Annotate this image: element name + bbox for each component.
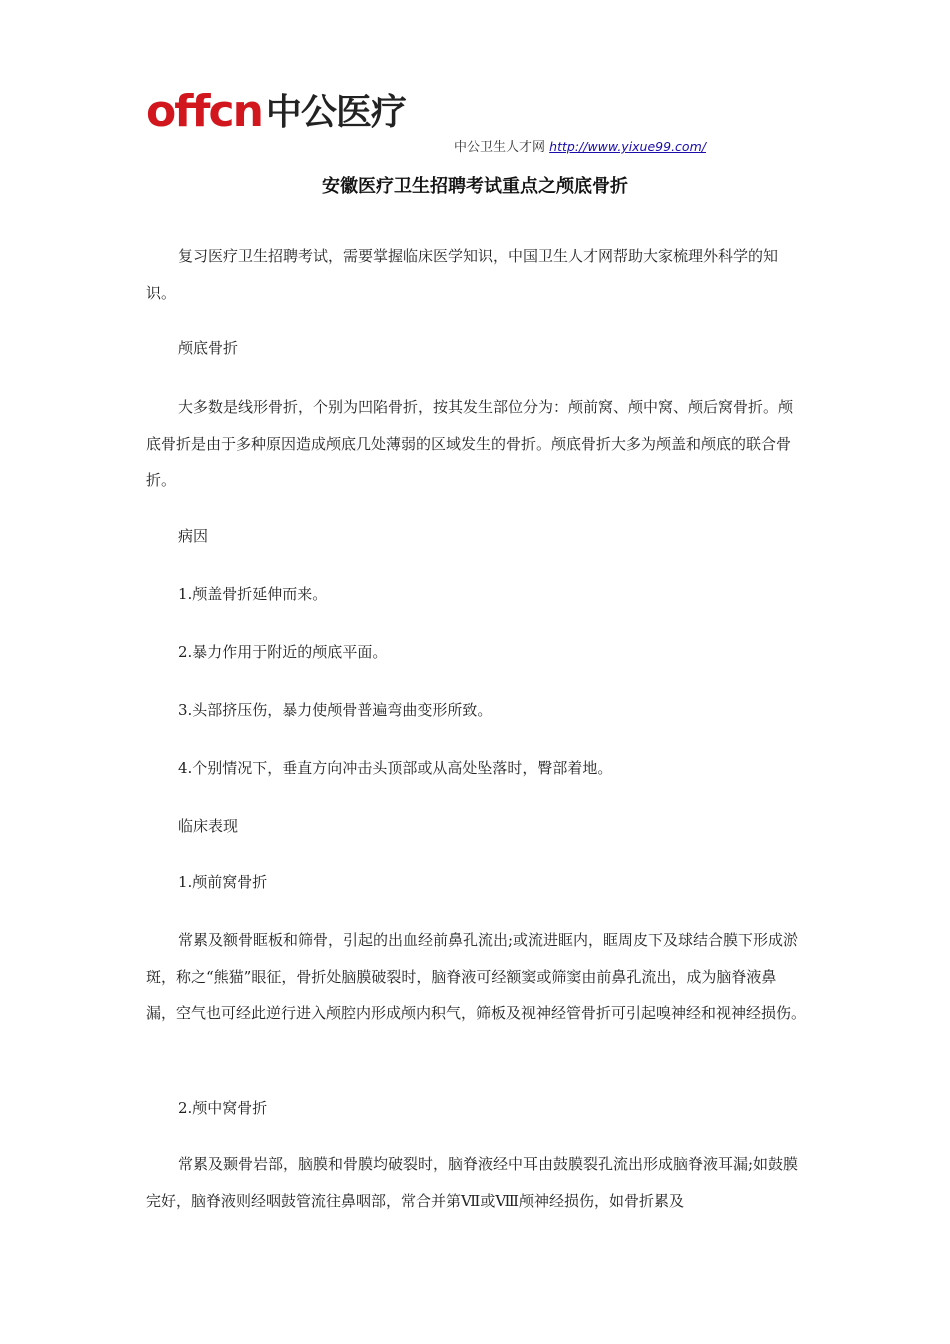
logo-text-cn: 中公医疗 — [265, 92, 406, 133]
paragraph-anterior-fossa: 常累及额骨眶板和筛骨，引起的出血经前鼻孔流出;或流进眶内，眶周皮下及球结合膜下形成淤斑，称之“熊猫”眼征，骨折处脑膜破裂时，脑脊液可经额窦或筛窦由前鼻孔流出，成为脑脊液鼻漏，空气也可经此逆行进入颅腔内形成颅内积气，筛板及视神经管骨折可引起嗅神经和视神经损伤。 — [146, 931, 807, 1022]
site-label: 中公卫生人才网 — [454, 140, 546, 155]
paragraph-middle-fossa: 常累及颞骨岩部，脑膜和骨膜均破裂时，脑脊液经中耳由鼓膜裂孔流出形成脑脊液耳漏;如鼓膜完好，脑脊液则经咽鼓管流往鼻咽部，常合并第Ⅶ或Ⅷ颅神经损伤，如骨折累及 — [146, 1155, 799, 1210]
subheading-middle-fossa: 2.颅中窝骨折 — [178, 1099, 268, 1117]
list-item-etiology-2: 2.暴力作用于附近的颅底平面。 — [178, 643, 388, 661]
heading-skull-base-fracture: 颅底骨折 — [178, 339, 239, 357]
offcn-logo — [146, 86, 406, 137]
article-title: 安徽医疗卫生招聘考试重点之颅底骨折 — [322, 176, 628, 197]
heading-clinical-manifestations: 临床表现 — [178, 817, 239, 835]
list-item-etiology-4: 4.个别情况下，垂直方向冲击头顶部或从高处坠落时，臀部着地。 — [178, 759, 613, 777]
paragraph-overview: 大多数是线形骨折，个别为凹陷骨折，按其发生部位分为：颅前窝、颅中窝、颅后窝骨折。颅底骨折是由于多种原因造成颅底几处薄弱的区域发生的骨折。颅底骨折大多为颅盖和颅底的联合骨折。 — [146, 398, 794, 489]
logo-text-en: offcn — [146, 86, 262, 137]
subheading-anterior-fossa: 1.颅前窝骨折 — [178, 873, 268, 891]
list-item-etiology-3: 3.头部挤压伤，暴力使颅骨普遍弯曲变形所致。 — [178, 701, 493, 719]
site-link[interactable]: http://www.yixue99.com/ — [549, 139, 706, 154]
heading-etiology: 病因 — [178, 527, 209, 545]
list-item-etiology-1: 1.颅盖骨折延伸而来。 — [178, 585, 328, 603]
paragraph-intro: 复习医疗卫生招聘考试，需要掌握临床医学知识，中国卫生人才网帮助大家梳理外科学的知识。 — [146, 247, 779, 302]
site-header-line — [454, 136, 706, 155]
